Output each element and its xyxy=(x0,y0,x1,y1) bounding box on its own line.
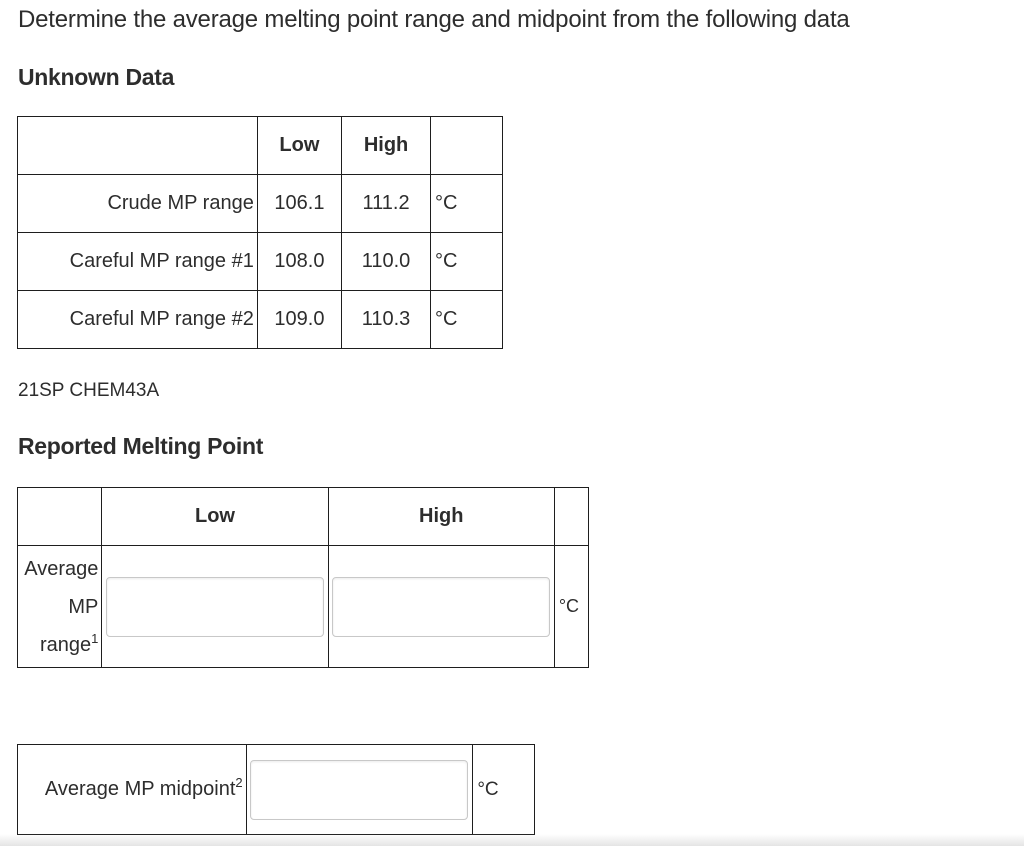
average-mp-range-label xyxy=(18,546,102,668)
row-label: Crude MP range xyxy=(18,175,258,233)
question-prompt: Determine the average melting point range and midpoint from the following data xyxy=(18,6,850,33)
empty-header-cell xyxy=(18,488,102,546)
high-value: 111.2 xyxy=(342,175,431,233)
midpoint-label-text: Average MP midpoint xyxy=(44,778,236,800)
unknown-data-table xyxy=(17,116,503,349)
table-header-row xyxy=(18,488,589,546)
empty-unit-header-cell xyxy=(554,488,588,546)
table-row xyxy=(18,233,503,291)
table-row xyxy=(18,291,503,349)
unit-label: °C xyxy=(473,745,535,835)
unit-label: °C xyxy=(431,291,503,349)
column-header-low: Low xyxy=(102,488,328,546)
average-mp-midpoint-input[interactable] xyxy=(250,760,468,820)
column-header-high: High xyxy=(328,488,554,546)
midpoint-table xyxy=(17,744,535,835)
column-header-low: Low xyxy=(257,117,341,175)
column-header-high: High xyxy=(342,117,431,175)
empty-unit-header-cell xyxy=(431,117,503,175)
row-label: Careful MP range #2 xyxy=(18,291,258,349)
average-mp-low-input[interactable] xyxy=(106,577,324,637)
bottom-scroll-shadow xyxy=(0,834,1024,846)
unit-label: °C xyxy=(431,233,503,291)
table-row xyxy=(18,745,535,835)
unit-label: °C xyxy=(554,546,588,668)
high-input-cell xyxy=(328,546,554,668)
reported-melting-point-table xyxy=(17,487,589,668)
table-header-row xyxy=(18,117,503,175)
footnote-marker: 2 xyxy=(235,775,243,790)
low-value: 106.1 xyxy=(257,175,341,233)
row-label: Careful MP range #1 xyxy=(18,233,258,291)
footnote-marker: 1 xyxy=(91,630,99,646)
low-input-cell xyxy=(102,546,328,668)
label-line: MP xyxy=(68,595,99,618)
label-line: range xyxy=(39,633,92,656)
unit-label: °C xyxy=(431,175,503,233)
label-line: Average xyxy=(24,557,99,580)
course-code: 21SP CHEM43A xyxy=(18,380,160,401)
average-mp-high-input[interactable] xyxy=(332,577,550,637)
high-value: 110.0 xyxy=(342,233,431,291)
table-row xyxy=(18,546,589,668)
average-mp-midpoint-label xyxy=(18,745,247,835)
midpoint-input-cell xyxy=(246,745,473,835)
high-value: 110.3 xyxy=(342,291,431,349)
low-value: 109.0 xyxy=(257,291,341,349)
reported-melting-point-heading: Reported Melting Point xyxy=(18,433,264,459)
low-value: 108.0 xyxy=(257,233,341,291)
empty-header-cell xyxy=(18,117,258,175)
unknown-data-heading: Unknown Data xyxy=(18,64,175,90)
table-row xyxy=(18,175,503,233)
